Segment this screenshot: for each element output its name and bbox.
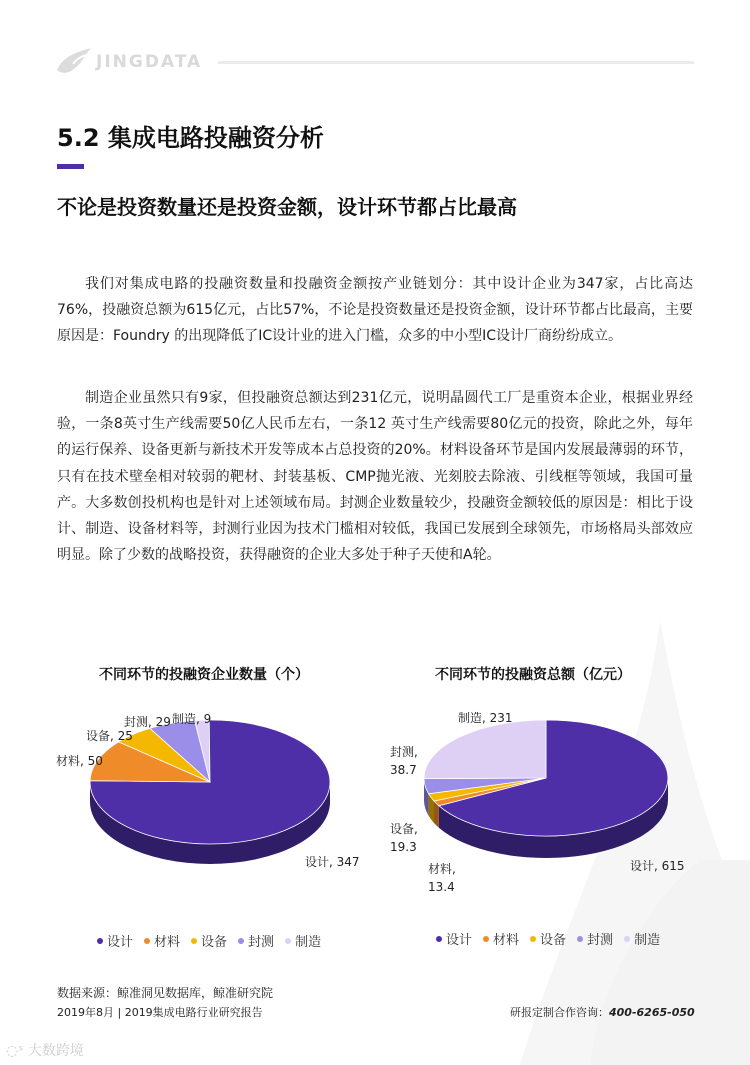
paragraph-2: 制造企业虽然只有9家，但投融资总额达到231亿元，说明晶圆代工厂是重资本企业，根据业界经验，一条8英寸生产线需要50亿人民币左右，一条12 英寸生产线需要80亿元的投资，除此之外，每年的运行保养、设备更新与新技术开发等成本占总投资的20%。材料设备环节是国内发展最薄弱的环节，只有在技术壁垒相对较弱的靶材、封装基板、CMP抛光液、光刻胶去除液、引线框等领域，我国可量产。大多数创投机构也是针对上述领域布局。封测企业数量较少，投融资金额较低的原因是：相比于设计、制造、设备材料等，封测行业因为技术门槛相对较低，我国已发展到全球领先，市场格局头部效应明显。除了少数的战略投资，获得融资的企业大多处于种子天使和A轮。 bbox=[57, 390, 693, 564]
chart-1-legend-item-设备 bbox=[191, 931, 227, 950]
chart-2-data-label-设计: 设计, 615 bbox=[630, 859, 685, 873]
chart-2-data-label-设备: 设备, bbox=[390, 822, 418, 836]
paragraph-1: 我们对集成电路的投融资数量和投融资金额按产业链划分：其中设计企业为347家，占比高达76%，投融资总额为615亿元，占比57%，不论是投资数量还是投资金额，设计环节都占比最高，主要原因是：Foundry 的出现降低了IC设计业的进入门槛，众多的中小型IC设计厂商纷纷成立。 bbox=[57, 276, 693, 345]
chart-1-legend-item-封测 bbox=[238, 931, 274, 950]
chart-1-data-label-封测: 封测, 29 bbox=[124, 715, 171, 729]
legend-dot-icon bbox=[191, 938, 197, 944]
contact-info bbox=[510, 1004, 695, 1020]
subtitle: 不论是投资数量还是投资金额，设计环节都占比最高 bbox=[57, 195, 517, 219]
report-date: 2019年8月 | 2019集成电路行业研究报告 bbox=[57, 1006, 263, 1019]
chart-1-data-label-设备: 设备, 25 bbox=[86, 729, 133, 743]
chart-1-legend-label: 制造 bbox=[295, 935, 322, 950]
legend-dot-icon bbox=[97, 938, 103, 944]
data-source: 数据来源：鲸准洞见数据库，鲸准研究院 bbox=[57, 986, 274, 1000]
chart-2-legend-item-材料 bbox=[483, 929, 519, 948]
watermark-text: 大数跨境 bbox=[27, 1043, 84, 1059]
chart-2-title: 不同环节的投融资总额（亿元） bbox=[435, 667, 631, 683]
header-divider bbox=[218, 61, 694, 64]
logo-text: JINGDATA bbox=[96, 52, 203, 72]
chart-1-data-label-材料: 材料, 50 bbox=[56, 754, 103, 768]
section-title: 5.2 集成电路投融资分析 bbox=[57, 124, 324, 152]
chart-2-data-label-封测: 封测, bbox=[390, 745, 418, 759]
contact-label: 研报定制合作咨询： bbox=[510, 1006, 609, 1019]
watermark-logo-icon: ◌ˢ bbox=[6, 1043, 24, 1059]
chart-1-legend-label: 设备 bbox=[201, 935, 228, 950]
chart-2-legend-label: 设备 bbox=[540, 933, 567, 948]
legend-dot-icon bbox=[624, 936, 630, 942]
chart-1-legend bbox=[97, 931, 321, 950]
legend-dot-icon bbox=[530, 936, 536, 942]
chart-2-data-label-材料: 13.4 bbox=[428, 880, 455, 894]
watermark bbox=[6, 1040, 84, 1060]
chart-2-legend-item-设备 bbox=[530, 929, 566, 948]
chart-2-legend-item-设计 bbox=[436, 929, 472, 948]
chart-1-data-label-制造: 制造, 9 bbox=[172, 712, 212, 726]
legend-dot-icon bbox=[483, 936, 489, 942]
chart-2-legend bbox=[436, 929, 660, 948]
chart-2-data-label-设备: 19.3 bbox=[390, 840, 417, 854]
legend-dot-icon bbox=[238, 938, 244, 944]
chart-1-legend-item-制造 bbox=[285, 931, 321, 950]
chart-2-legend-label: 封测 bbox=[587, 933, 614, 948]
chart-1-legend-item-设计 bbox=[97, 931, 133, 950]
accent-bar bbox=[57, 164, 84, 169]
chart-1-title: 不同环节的投融资企业数量（个） bbox=[99, 667, 309, 683]
legend-dot-icon bbox=[144, 938, 150, 944]
chart-2-legend-item-制造 bbox=[624, 929, 660, 948]
chart-2-data-label-材料: 材料, bbox=[428, 862, 456, 876]
legend-dot-icon bbox=[577, 936, 583, 942]
legend-dot-icon bbox=[285, 938, 291, 944]
chart-2-legend-label: 设计 bbox=[446, 933, 473, 948]
pie-chart-enterprise-count bbox=[40, 690, 370, 900]
chart-2-slice-制造 bbox=[424, 720, 546, 779]
contact-phone: 400-6265-050 bbox=[609, 1006, 695, 1019]
chart-1-legend-label: 设计 bbox=[107, 935, 134, 950]
pie-chart-investment-amount bbox=[378, 690, 718, 905]
legend-dot-icon bbox=[436, 936, 442, 942]
chart-2-legend-item-封测 bbox=[577, 929, 613, 948]
jingdata-whale-logo-icon bbox=[55, 44, 95, 78]
chart-2-data-label-制造: 制造, 231 bbox=[458, 711, 513, 725]
chart-1-legend-label: 材料 bbox=[154, 935, 181, 950]
chart-2-legend-label: 材料 bbox=[493, 933, 520, 948]
chart-1-legend-label: 封测 bbox=[248, 935, 275, 950]
chart-1-legend-item-材料 bbox=[144, 931, 180, 950]
chart-1-data-label-设计: 设计, 347 bbox=[305, 855, 360, 869]
chart-2-legend-label: 制造 bbox=[634, 933, 661, 948]
chart-2-data-label-封测: 38.7 bbox=[390, 763, 417, 777]
